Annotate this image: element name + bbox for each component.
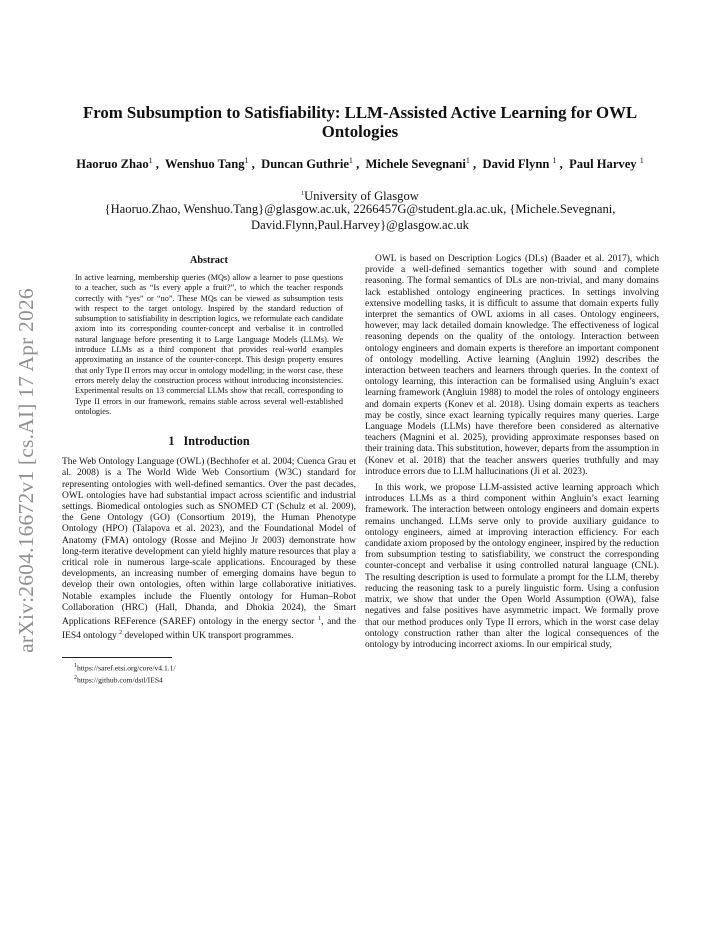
affiliation-mark: 1 xyxy=(148,156,153,165)
section-title: Introduction xyxy=(183,434,250,449)
affiliation-name: University of Glasgow xyxy=(304,189,419,204)
paper-title: From Subsumption to Satisfiability: LLM-Assisted Active Learning for OWL Ontologies xyxy=(82,103,638,141)
abstract-text: In active learning, membership queries (MQs) allow a learner to pose questions to a teacher, such as “Is every apple a fruit?”, to which the teacher responds correctly with “yes” or “no”. These MQs can be viewed as subsumption tests with respect to the target ontology. Inspired by the standard reduction of subsumption to satisfiability in description logics, we reformulate each candidate axiom into its corresponding counter-concept and verbalise it in controlled natural language before presenting it to Large Language Models (LLMs). We introduce LLMs as a third component that provides real-world examples approximating an instance of the counter-concept. This design property ensures that only Type II errors may occur in ontology modelling; in the worst case, these errors merely delay the construction process without introducing inconsistencies. Experimental results on 13 commercial LLMs show that recall, corresponding to Type II errors in our framework, remains stable across several well-established ontologies. xyxy=(75,273,343,416)
affiliation-mark: 1 xyxy=(465,156,470,165)
footnote-link[interactable]: https://github.com/dstl/IES4 xyxy=(77,675,163,685)
footnote xyxy=(74,673,356,686)
footnotes xyxy=(62,657,356,686)
intro-paragraph xyxy=(62,457,356,643)
paragraph-text: , and the IES4 ontology xyxy=(62,617,357,642)
footnote xyxy=(74,661,356,674)
footnote-marker: 2 xyxy=(119,630,123,637)
author-name: Paul Harvey xyxy=(569,157,637,172)
author-list: Haoruo Zhao$^1$ , Wenshuo Tang$^1$ , Duncan Guthrie$^1$ , Michele Sevegnani$^1$ , David Flynn $^1$ , Paul Harvey $^1$ xyxy=(76,156,644,172)
author-name: Haoruo Zhao xyxy=(76,157,149,172)
arxiv-identifier-text: arXiv:2604.16672v1 [cs.AI] 17 Apr 2026 xyxy=(13,287,38,653)
author-name: Duncan Guthrie xyxy=(261,157,349,172)
section-heading xyxy=(62,434,356,448)
body-paragraph: OWL is based on Description Logics (DLs) (Baader et al. 2017), which provide a well-defined semantics together with sound and complete reasoning. The formal semantics of DLs are non-trivial, and many domains lack established ontology engineering practices. In settings involving extensive modelling tasks, it is difficult to assume that domain experts fully interpret the semantics of OWL axioms in all cases. Ontology engineers, however, may lack detailed domain knowledge. The effectiveness of logical reasoning depends on the quality of the ontology. Interaction between ontology engineers and domain experts is therefore an important component of ontology modelling. Active learning (Angluin 1992) describes the interaction between teachers and learners through queries. In the context of ontology learning, this interaction can be formalised using Angluin’s exact learning framework (Angluin 1988) to model the roles of ontology engineers and domain experts (Konev et al. 2018). Using domain experts as teachers may be costly, since exact learning typically requires many queries. Large Language Models (LLMs) have therefore been considered as alternative teachers (Magnini et al. 2025), providing approximate responses based on their training data. This substitution, however, departs from the assumption in (Konev et al. 2018) that the teacher answers queries truthfully and may introduce errors due to LLM hallucinations (Ji et al. 2023). xyxy=(365,254,659,477)
author-name: Wenshuo Tang xyxy=(165,157,245,172)
footnote-divider xyxy=(62,657,172,658)
affiliation-mark: 1 xyxy=(348,156,353,165)
author-name: Michele Sevegnani xyxy=(365,157,466,172)
affiliation-mark: 1 xyxy=(552,156,557,165)
footnote-marker: 1 xyxy=(318,616,322,622)
footnote-mark: 2 xyxy=(74,675,77,682)
abstract-heading: Abstract xyxy=(190,255,228,266)
arxiv-identifier-stamp xyxy=(7,265,45,675)
affiliation-mark: 1 xyxy=(301,191,305,197)
left-column xyxy=(62,254,356,686)
affiliation-mark: 1 xyxy=(244,156,249,165)
right-column xyxy=(365,254,659,651)
affiliation-mark: 1 xyxy=(639,156,644,165)
author-emails: {Haoruo.Zhao, Wenshuo.Tang}@glasgow.ac.uk, 2266457G@student.gla.ac.uk, {Michele.Sevegnani, David.Flynn,Paul.Harvey}@glasgow.ac.uk xyxy=(104,202,616,232)
footnote-link[interactable]: https://saref.etsi.org/core/v4.1.1/ xyxy=(77,663,176,673)
author-name: David Flynn xyxy=(482,157,550,172)
paragraph-text: developed within UK transport programmes. xyxy=(122,631,294,642)
paragraph-text: The Web Ontology Language (OWL) (Bechhofer et al. 2004; Cuenca Grau et al. 2008) is a The World Wide Web Consortium (W3C) standard for representing ontologies with well-defined semantics. Over the past decades, OWL ontologies have had substantial impact across scientific and industrial settings. Biomedical ontologies such as SNOMED CT (Schulz et al. 2009), the Gene Ontology (GO) (Consortium 2019), the Human Phenotype Ontology (HPO) (Talapova et al. 2023), and the Foundational Model of Anatomy (FMA) ontology (Rosse and Mejino Jr 2003) demonstrate how long-term iterative development can yield highly mature resources that play a critical role in numerous large-scale applications. Encouraged by these developments, an increasing number of emerging domains have begun to develop their own ontologies, often within large collaborative initiatives. Notable examples include the Fluently ontology for Human–Robot Collaboration (HRC) (Hall, Dhanda, and Dhokia 2024), the Smart Applications REFerence (SAREF) ontology in the energy sector xyxy=(62,457,356,628)
footnote-mark: 1 xyxy=(74,662,77,669)
body-paragraph: In this work, we propose LLM-assisted active learning approach which introduces LLMs as a third component within Angluin’s exact learning framework. The interaction between ontology engineers and domain experts remains unchanged. LLMs serve only to provide auxiliary guidance to ontology engineers, aimed at improving interaction efficiency. For each candidate axiom proposed by the ontology engineer, inspired by the reduction from subsumption testing to satisfiability, we construct the corresponding counter-concept and verbalise it using controlled natural language (CNL). The resulting description is used to formulate a prompt for the LLM, thereby reducing the reasoning task to a purely linguistic form. Using a confusion matrix, we show that under the Open World Assumption (OWA), false negatives and false positives have asymmetric impact. We formally prove that our method produces only Type II errors, which in the worst case delay ontology construction rather than alter the logical consequences of the ontology by introducing incorrect axioms. In our empirical study, xyxy=(365,483,659,650)
section-number: 1 xyxy=(168,434,175,449)
